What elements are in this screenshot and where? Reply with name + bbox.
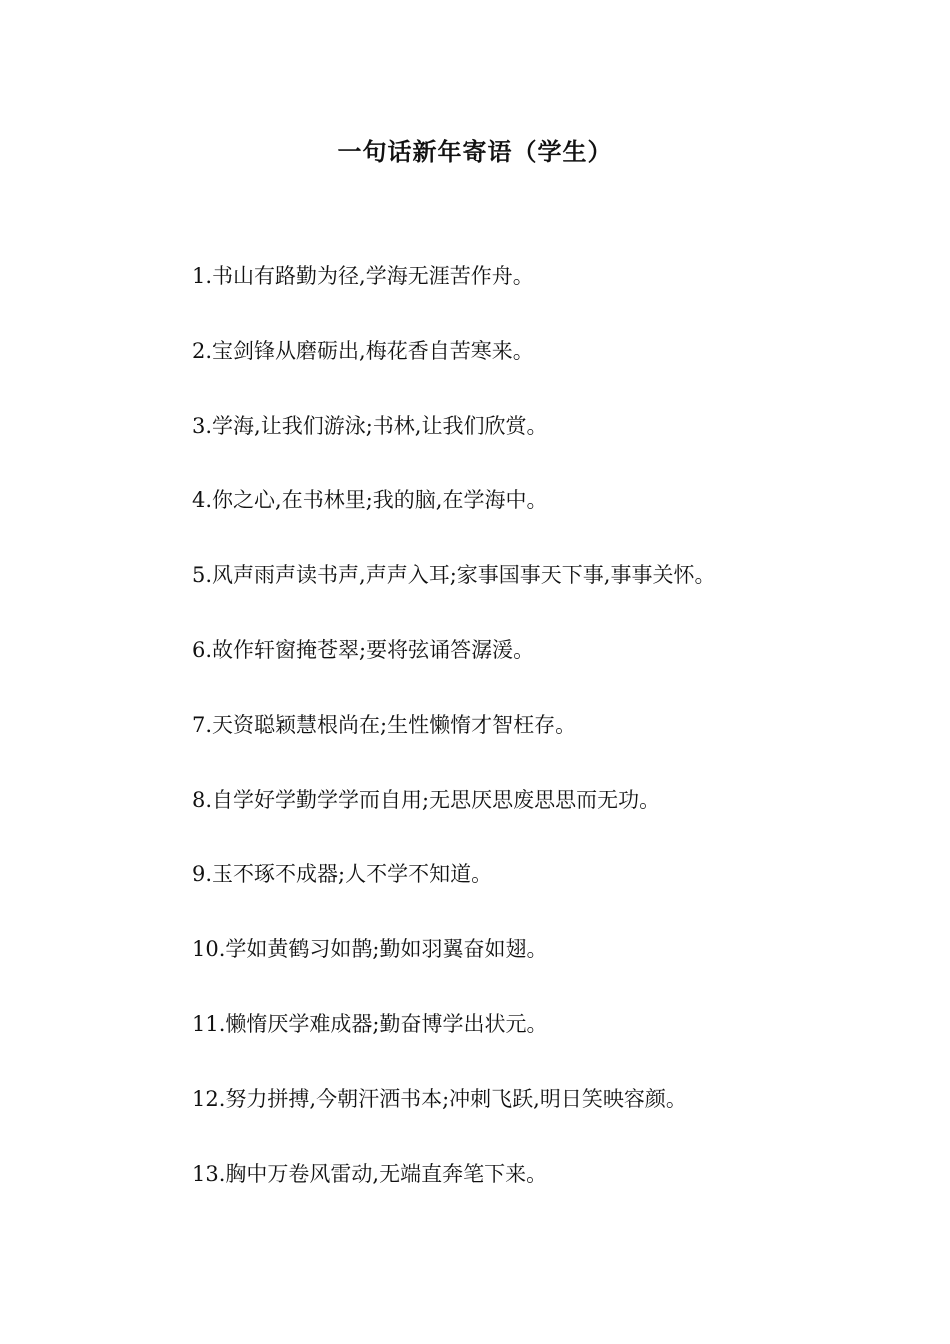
list-item: 2.宝剑锋从磨砺出,梅花香自苦寒来。 — [192, 338, 534, 363]
list-item: 5.风声雨声读书声,声声入耳;家事国事天下事,事事关怀。 — [192, 563, 716, 588]
list-item: 11.懒惰厌学难成器;勤奋博学出状元。 — [192, 1011, 548, 1036]
list-item: 6.故作轩窗掩苍翠;要将弦诵答潺湲。 — [192, 637, 535, 662]
list-item: 4.你之心,在书林里;我的脑,在学海中。 — [192, 488, 548, 513]
list-item: 13.胸中万卷风雷动,无端直奔笔下来。 — [192, 1161, 548, 1186]
list-item: 12.努力拼搏,今朝汗洒书本;冲刺飞跃,明日笑映容颜。 — [192, 1086, 687, 1111]
list-item: 8.自学好学勤学学而自用;无思厌思废思思而无功。 — [192, 787, 661, 812]
list-item: 1.书山有路勤为径,学海无涯苦作舟。 — [192, 264, 534, 288]
document-title: 一句话新年寄语（学生） — [337, 137, 613, 166]
list-item: 9.玉不琢不成器;人不学不知道。 — [192, 862, 493, 887]
list-item: 3.学海,让我们游泳;书林,让我们欣赏。 — [192, 413, 548, 438]
list-item: 10.学如黄鹤习如鹊;勤如羽翼奋如翅。 — [192, 937, 548, 962]
list-item: 7.天资聪颖慧根尚在;生性懒惰才智枉存。 — [192, 712, 577, 737]
greeting-list — [192, 256, 912, 1228]
